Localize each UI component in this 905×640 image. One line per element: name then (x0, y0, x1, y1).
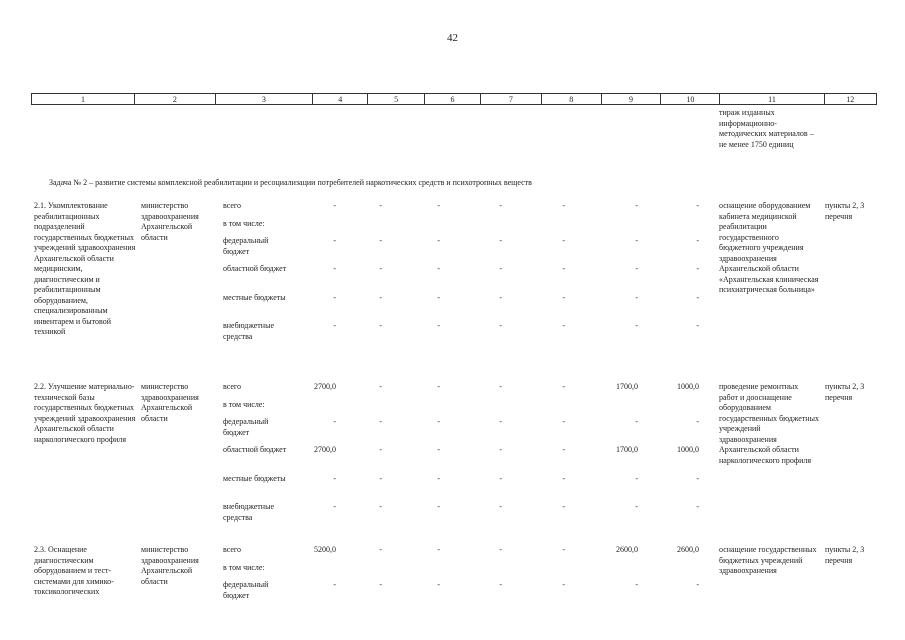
amount-cell: - (696, 474, 699, 483)
amount-cell: - (562, 545, 565, 554)
header-col-11: 11 (720, 94, 824, 104)
amount-cell: - (437, 321, 440, 330)
amount-cell: - (437, 201, 440, 210)
fin-label-regional: областной бюджет (223, 264, 287, 273)
amount-cell: - (379, 502, 382, 511)
item-executor: министерство здравоохранения Архангельской области (141, 382, 199, 423)
amount-cell: 2600,0 (677, 545, 699, 554)
item-executor: министерство здравоохранения Архангельской области (141, 201, 199, 242)
amount-cell: - (499, 474, 502, 483)
item-links: пункты 2, 3 перечня (825, 545, 865, 565)
item-name: 2.1. Укомплектование реабилитационных подразделений государственных бюджетных учреждений здравоохранения Архангельской области медицинским, диагностическим и реабилитационным оборудованием, специализированным инвентарем и бытовой техникой (34, 201, 136, 336)
amount-cell: - (635, 321, 638, 330)
amount-cell: - (437, 236, 440, 245)
amount-cell: - (696, 236, 699, 245)
amount-cell: - (437, 580, 440, 589)
amount-cell: - (437, 445, 440, 454)
header-col-9: 9 (602, 94, 661, 104)
header-col-4: 4 (313, 94, 368, 104)
fin-label-regional: областной бюджет (223, 445, 287, 454)
amount-cell: - (635, 417, 638, 426)
amount-cell: - (635, 264, 638, 273)
amount-cell: - (379, 445, 382, 454)
amount-cell: - (635, 236, 638, 245)
fin-label-total: всего (223, 545, 242, 554)
amount-cell: - (379, 321, 382, 330)
amount-cell: - (437, 417, 440, 426)
amount-cell: - (562, 236, 565, 245)
amount-cell: - (562, 580, 565, 589)
amount-cell: - (499, 201, 502, 210)
amount-cell: - (437, 474, 440, 483)
amount-cell: - (379, 201, 382, 210)
amount-cell: - (379, 293, 382, 302)
fin-label-federal: федеральный бюджет (223, 580, 269, 600)
amount-cell: - (437, 382, 440, 391)
header-col-10: 10 (661, 94, 720, 104)
header-col-1: 1 (32, 94, 135, 104)
amount-cell: - (379, 264, 382, 273)
amount-cell: 2700,0 (314, 445, 336, 454)
fin-label-federal: федеральный бюджет (223, 236, 269, 256)
header-col-6: 6 (425, 94, 481, 104)
amount-cell: - (333, 580, 336, 589)
fin-label-local: местные бюджеты (223, 293, 286, 302)
amount-cell: - (333, 502, 336, 511)
amount-cell: - (499, 445, 502, 454)
fin-label-incl: в том числе: (223, 563, 265, 572)
amount-cell: 1700,0 (616, 445, 638, 454)
amount-cell: - (562, 201, 565, 210)
fin-label-federal: федеральный бюджет (223, 417, 269, 437)
item-links: пункты 2, 3 перечня (825, 201, 865, 221)
header-col-2: 2 (135, 94, 216, 104)
amount-cell: - (437, 502, 440, 511)
amount-cell: - (333, 293, 336, 302)
amount-cell: - (562, 264, 565, 273)
table-header-row (31, 93, 877, 105)
amount-cell: - (499, 580, 502, 589)
amount-cell: - (333, 321, 336, 330)
amount-cell: - (696, 417, 699, 426)
fin-label-extra: внебюджетные средства (223, 502, 274, 522)
amount-cell: - (379, 236, 382, 245)
amount-cell: 2700,0 (314, 382, 336, 391)
amount-cell: - (379, 580, 382, 589)
amount-cell: 1700,0 (616, 382, 638, 391)
amount-cell: - (379, 474, 382, 483)
header-col-5: 5 (368, 94, 424, 104)
amount-cell: 2600,0 (616, 545, 638, 554)
amount-cell: - (635, 580, 638, 589)
amount-cell: - (379, 545, 382, 554)
amount-cell: - (696, 293, 699, 302)
amount-cell: - (333, 264, 336, 273)
fin-label-total: всего (223, 201, 242, 210)
amount-cell: - (499, 502, 502, 511)
amount-cell: - (635, 502, 638, 511)
amount-cell: - (499, 545, 502, 554)
fin-label-local: местные бюджеты (223, 474, 286, 483)
carry-over-result: тираж изданных информационно-методических материалов – не менее 1750 единиц (719, 108, 814, 149)
header-col-3: 3 (216, 94, 313, 104)
item-result: оснащение государственных бюджетных учреждений здравоохранения (719, 545, 817, 575)
amount-cell: - (562, 293, 565, 302)
amount-cell: - (333, 417, 336, 426)
item-executor: министерство здравоохранения Архангельской области (141, 545, 199, 586)
fin-label-extra: внебюджетные средства (223, 321, 274, 341)
amount-cell: - (499, 321, 502, 330)
item-name: 2.3. Оснащение диагностическим оборудованием и тест-системами для химико-токсикологических (34, 545, 114, 596)
amount-cell: - (562, 474, 565, 483)
amount-cell: - (635, 474, 638, 483)
amount-cell: - (696, 502, 699, 511)
amount-cell: - (499, 293, 502, 302)
amount-cell: - (635, 201, 638, 210)
amount-cell: - (499, 264, 502, 273)
amount-cell: - (333, 201, 336, 210)
amount-cell: - (499, 417, 502, 426)
amount-cell: - (437, 545, 440, 554)
item-name: 2.2. Улучшение материально-технической базы государственных бюджетных учреждений здравоохранения Архангельской области наркологического профиля (34, 382, 136, 444)
amount-cell: - (562, 502, 565, 511)
amount-cell: - (333, 236, 336, 245)
amount-cell: - (696, 580, 699, 589)
amount-cell: - (562, 321, 565, 330)
amount-cell: - (562, 382, 565, 391)
amount-cell: 1000,0 (677, 382, 699, 391)
item-links: пункты 2, 3 перечня (825, 382, 865, 402)
amount-cell: - (379, 382, 382, 391)
header-col-8: 8 (542, 94, 602, 104)
amount-cell: - (696, 201, 699, 210)
fin-label-incl: в том числе: (223, 219, 265, 228)
header-col-7: 7 (481, 94, 541, 104)
amount-cell: - (635, 293, 638, 302)
amount-cell: - (437, 264, 440, 273)
amount-cell: - (562, 445, 565, 454)
amount-cell: - (379, 417, 382, 426)
amount-cell: 1000,0 (677, 445, 699, 454)
amount-cell: - (333, 474, 336, 483)
page-number: 42 (447, 32, 458, 44)
amount-cell: - (437, 293, 440, 302)
header-col-12: 12 (846, 94, 855, 104)
item-result: проведение ремонтных работ и дооснащение оборудованием государственных бюджетных учреждений здравоохранения Архангельской области наркологического профиля (719, 382, 819, 465)
amount-cell: - (562, 417, 565, 426)
amount-cell: - (499, 382, 502, 391)
fin-label-incl: в том числе: (223, 400, 265, 409)
amount-cell: 5200,0 (314, 545, 336, 554)
amount-cell: - (696, 264, 699, 273)
task-title: Задача № 2 – развитие системы комплексной реабилитации и ресоциализации потребителей наркотических средств и психотропных веществ (49, 178, 532, 187)
fin-label-total: всего (223, 382, 242, 391)
amount-cell: - (499, 236, 502, 245)
amount-cell: - (696, 321, 699, 330)
item-result: оснащение оборудованием кабинета медицинской реабилитации государственного бюджетного учреждения здравоохранения Архангельской области «Архангельская клиническая психиатрическая больница» (719, 201, 819, 294)
